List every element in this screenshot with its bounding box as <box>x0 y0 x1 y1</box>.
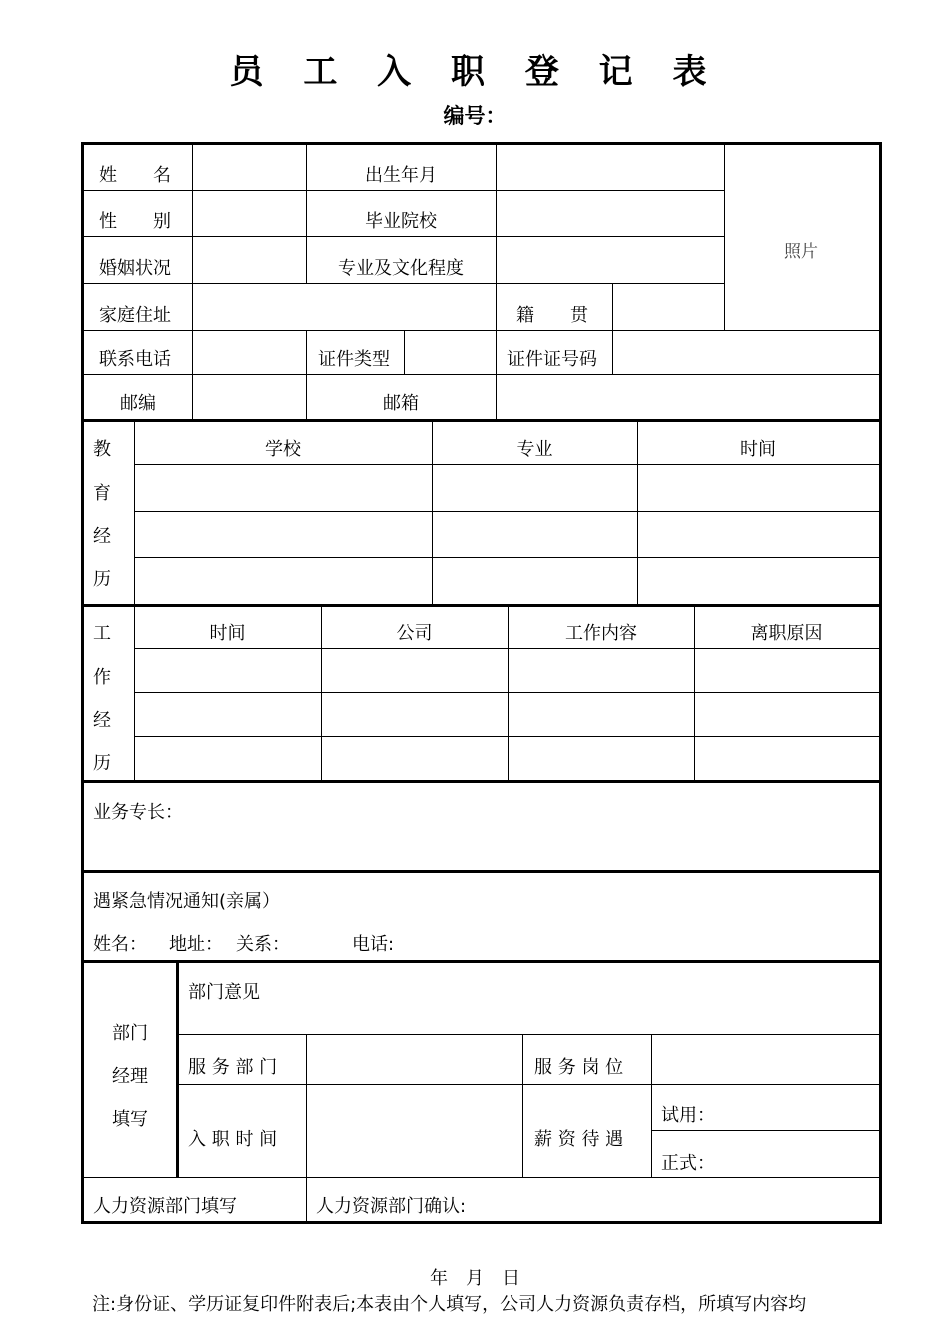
dept-opinion-label: 部门意见 <box>188 982 260 1003</box>
postcode-label: 邮编 <box>120 393 156 414</box>
salary-label: 薪 资 待 遇 <box>534 1129 624 1150</box>
hr-confirm-label: 人力资源部门确认: <box>316 1196 467 1217</box>
photo-box[interactable] <box>725 145 879 330</box>
manager-label-1: 部门 <box>112 1023 148 1044</box>
education-label-4: 历 <box>93 569 111 590</box>
service-dept-field[interactable] <box>307 1035 522 1084</box>
name-field[interactable] <box>193 145 306 190</box>
education-col-major: 专业 <box>516 439 553 460</box>
phone-field[interactable] <box>193 331 306 374</box>
marital-status-field[interactable] <box>193 237 306 283</box>
entry-time-field[interactable] <box>307 1085 522 1177</box>
education-label-3: 经 <box>93 526 111 547</box>
skills-label: 业务专长： <box>93 802 183 823</box>
email-field[interactable] <box>497 375 879 419</box>
gender-label: 性 别 <box>99 211 171 232</box>
id-type-field[interactable] <box>405 331 496 374</box>
marital-status-label: 婚姻状况 <box>99 258 171 279</box>
emergency-address-label: 地址： <box>169 934 223 955</box>
emergency-heading: 遇紧急情况通知(亲属） <box>93 891 281 912</box>
work-label-4: 历 <box>93 753 111 774</box>
manager-label-2: 经理 <box>112 1066 148 1087</box>
native-place-field[interactable] <box>613 284 724 330</box>
work-col-leave-reason: 离职原因 <box>750 623 823 644</box>
education-label-1: 教 <box>93 439 111 460</box>
photo-box-label: 照片 <box>784 242 818 262</box>
hr-fill-label: 人力资源部门填写 <box>93 1196 237 1217</box>
work-label-1: 工 <box>93 623 111 644</box>
work-label-3: 经 <box>93 710 111 731</box>
work-col-content: 工作内容 <box>565 623 637 644</box>
major-education-field[interactable] <box>497 237 724 283</box>
education-col-time: 时间 <box>740 439 776 460</box>
service-post-field[interactable] <box>652 1035 879 1084</box>
entry-time-label: 入 职 时 间 <box>188 1129 278 1150</box>
form-number-label: 编号： <box>443 104 507 128</box>
birth-date-field[interactable] <box>497 145 724 190</box>
id-type-label: 证件类型 <box>318 349 390 370</box>
education-col-school: 学校 <box>265 439 301 460</box>
education-label-2: 育 <box>93 483 111 504</box>
emergency-phone-label: 电话: <box>352 934 395 955</box>
major-education-label: 专业及文化程度 <box>338 258 464 279</box>
dept-opinion-field[interactable] <box>179 963 879 1034</box>
name-label: 姓 名 <box>99 165 171 186</box>
formal-salary-label: 正式： <box>661 1153 715 1174</box>
graduate-school-field[interactable] <box>497 191 724 236</box>
manager-label-3: 填写 <box>112 1109 148 1130</box>
home-address-label: 家庭住址 <box>99 305 171 326</box>
graduate-school-label: 毕业院校 <box>365 211 437 232</box>
work-label-2: 作 <box>93 667 111 688</box>
service-post-label: 服 务 岗 位 <box>534 1057 624 1078</box>
work-col-time: 时间 <box>209 623 246 644</box>
gender-field[interactable] <box>193 191 306 236</box>
footer-note: 注:身份证、学历证复印件附表后;本表由个人填写，公司人力资源负责存档，所填写内容均 <box>92 1294 807 1315</box>
hr-confirm-field[interactable] <box>307 1178 879 1224</box>
work-col-company: 公司 <box>396 623 433 644</box>
emergency-relation-label: 关系： <box>236 934 290 955</box>
native-place-label: 籍 贯 <box>516 305 588 326</box>
home-address-field[interactable] <box>193 284 496 330</box>
footer-date: 年 月 日 <box>430 1268 520 1289</box>
registration-form <box>81 142 882 1224</box>
form-title: 员 工 入 职 登 记 表 <box>229 52 721 92</box>
birth-date-label: 出生年月 <box>365 165 437 186</box>
id-number-field[interactable] <box>613 331 879 374</box>
trial-salary-label: 试用： <box>661 1105 715 1126</box>
email-label: 邮箱 <box>383 393 419 414</box>
id-number-label: 证件证号码 <box>507 349 597 370</box>
emergency-name-label: 姓名： <box>93 934 147 955</box>
service-dept-label: 服 务 部 门 <box>188 1057 278 1078</box>
postcode-field[interactable] <box>193 375 306 419</box>
skills-field[interactable] <box>84 783 879 870</box>
phone-label: 联系电话 <box>99 349 171 370</box>
